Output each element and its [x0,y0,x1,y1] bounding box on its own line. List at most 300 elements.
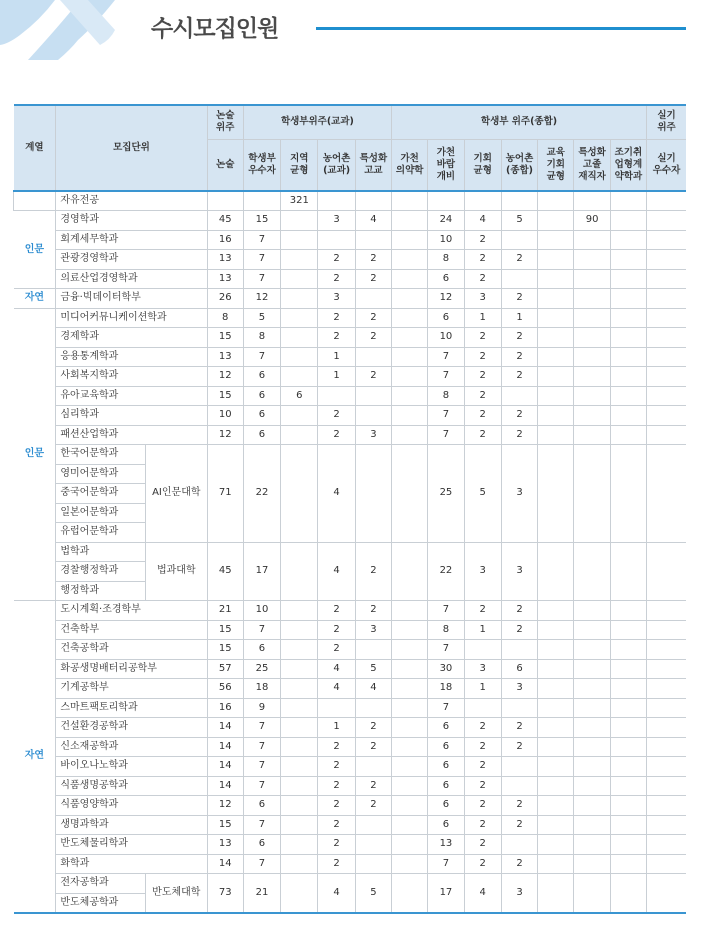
cell-gachon-wind: 18 [428,679,464,699]
cell-early-employment [610,542,646,601]
cell-regional [281,796,318,816]
cell-specialized-worker [574,445,610,543]
cell-opportunity: 4 [464,874,501,913]
cell-specialized: 2 [355,718,391,738]
cell-edu-opportunity [538,854,574,874]
cell-edu-opportunity [538,289,574,309]
cell-practical-excellent [647,308,686,328]
cell-gachon-wind: 10 [428,230,464,250]
cell-essay: 13 [207,347,243,367]
unit-name: 행정학과 [56,581,146,601]
cell-early-employment [610,230,646,250]
cell-early-employment [610,406,646,426]
cell-gachon-med [392,367,428,387]
cell-gachon-med [392,406,428,426]
subheader-essay: 논술 [207,139,243,191]
cell-practical-excellent [647,757,686,777]
cell-regional [281,737,318,757]
cell-essay: 21 [207,601,243,621]
cell-regional [281,679,318,699]
unit-name: 식품생명공학과 [56,776,207,796]
cell-essay: 14 [207,854,243,874]
cell-excellent: 7 [243,854,280,874]
cell-practical-excellent [647,640,686,660]
cell-regional [281,815,318,835]
cell-regional [281,776,318,796]
cell-gachon-wind: 7 [428,347,464,367]
cell-rural-comp: 2 [501,601,537,621]
unit-name: 화공생명배터리공학부 [56,659,207,679]
cell-gachon-wind: 7 [428,425,464,445]
cell-specialized-worker [574,367,610,387]
cell-practical-excellent [647,367,686,387]
cell-rural-comp [501,269,537,289]
cell-rural-comp [501,191,537,211]
cell-gachon-wind: 8 [428,250,464,270]
cell-excellent: 25 [243,659,280,679]
cell-rural-comp: 2 [501,796,537,816]
cell-edu-opportunity [538,640,574,660]
cell-early-employment [610,640,646,660]
cell-excellent [243,191,280,211]
cell-gachon-wind: 8 [428,620,464,640]
cell-regional [281,367,318,387]
header-comprehensive-group: 학생부 위주(종합) [392,105,647,139]
cell-gachon-wind: 7 [428,601,464,621]
cell-opportunity [464,640,501,660]
unit-name: 반도체공학과 [56,893,146,913]
cell-rural-comp [501,230,537,250]
cell-regional [281,406,318,426]
cell-rural-subject: 2 [318,854,355,874]
cell-edu-opportunity [538,679,574,699]
cell-gachon-med [392,289,428,309]
cell-opportunity: 3 [464,542,501,601]
table-row [14,328,687,348]
cell-essay: 71 [207,445,243,543]
cell-regional [281,289,318,309]
cell-practical-excellent [647,854,686,874]
cell-rural-subject: 4 [318,445,355,543]
cell-specialized-worker [574,308,610,328]
cell-essay: 26 [207,289,243,309]
cell-practical-excellent [647,679,686,699]
table-row [14,698,687,718]
cell-early-employment [610,679,646,699]
cell-opportunity: 3 [464,289,501,309]
cell-essay: 15 [207,640,243,660]
subheader-rural-subject: 농어촌 (교과) [318,139,355,191]
cell-edu-opportunity [538,815,574,835]
cell-excellent: 22 [243,445,280,543]
unit-name: 건설환경공학과 [56,718,207,738]
cell-edu-opportunity [538,757,574,777]
cell-gachon-med [392,308,428,328]
cell-gachon-med [392,679,428,699]
cell-specialized [355,757,391,777]
cell-early-employment [610,874,646,913]
cell-practical-excellent [647,737,686,757]
cell-opportunity: 2 [464,250,501,270]
subheader-excellent: 학생부 우수자 [243,139,280,191]
table-row [14,211,687,231]
cell-edu-opportunity [538,620,574,640]
cell-specialized: 4 [355,211,391,231]
college-name: AI인문대학 [146,445,208,543]
cell-rural-subject: 2 [318,269,355,289]
cell-edu-opportunity [538,367,574,387]
cell-practical-excellent [647,835,686,855]
cell-regional [281,718,318,738]
cell-practical-excellent [647,386,686,406]
cell-rural-subject: 1 [318,367,355,387]
cell-opportunity [464,698,501,718]
cell-practical-excellent [647,191,686,211]
cell-early-employment [610,815,646,835]
cell-rural-comp [501,386,537,406]
cell-gachon-wind: 7 [428,367,464,387]
cell-excellent: 15 [243,211,280,231]
cell-edu-opportunity [538,445,574,543]
cell-edu-opportunity [538,796,574,816]
cell-gachon-med [392,698,428,718]
table-row [14,776,687,796]
header-subject-group: 학생부위주(교과) [243,105,391,139]
cell-specialized-worker [574,406,610,426]
cell-specialized: 4 [355,679,391,699]
cell-rural-subject: 4 [318,679,355,699]
cell-rural-comp: 3 [501,445,537,543]
track-cell: 자연 [14,601,56,913]
cell-regional [281,698,318,718]
cell-rural-subject: 2 [318,835,355,855]
cell-opportunity: 3 [464,659,501,679]
cell-excellent: 7 [243,269,280,289]
cell-opportunity: 1 [464,620,501,640]
cell-gachon-med [392,640,428,660]
cell-early-employment [610,718,646,738]
cell-gachon-wind: 30 [428,659,464,679]
cell-essay: 12 [207,796,243,816]
cell-edu-opportunity [538,328,574,348]
table-row [14,269,687,289]
cell-essay: 73 [207,874,243,913]
unit-name: 바이오나노학과 [56,757,207,777]
cell-early-employment [610,191,646,211]
cell-regional: 6 [281,386,318,406]
cell-specialized-worker [574,757,610,777]
cell-gachon-wind: 7 [428,854,464,874]
cell-opportunity: 1 [464,679,501,699]
cell-practical-excellent [647,542,686,601]
cell-edu-opportunity [538,874,574,913]
cell-gachon-med [392,737,428,757]
cell-specialized-worker [574,289,610,309]
cell-rural-comp: 3 [501,874,537,913]
cell-edu-opportunity [538,347,574,367]
table-row [14,757,687,777]
table-row [14,425,687,445]
cell-regional [281,269,318,289]
table-row [14,874,687,894]
cell-specialized: 2 [355,796,391,816]
cell-gachon-wind: 12 [428,289,464,309]
cell-specialized-worker [574,737,610,757]
cell-specialized-worker [574,230,610,250]
cell-specialized-worker [574,679,610,699]
cell-edu-opportunity [538,659,574,679]
cell-practical-excellent [647,698,686,718]
cell-early-employment [610,289,646,309]
cell-essay: 15 [207,815,243,835]
cell-rural-comp: 2 [501,367,537,387]
cell-specialized-worker [574,347,610,367]
cell-opportunity: 2 [464,737,501,757]
cell-early-employment [610,601,646,621]
cell-specialized: 2 [355,328,391,348]
cell-edu-opportunity [538,601,574,621]
cell-opportunity: 5 [464,445,501,543]
cell-opportunity: 2 [464,757,501,777]
college-name: 반도체대학 [146,874,208,913]
cell-essay: 14 [207,718,243,738]
unit-name: 유아교육학과 [56,386,207,406]
cell-regional [281,308,318,328]
cell-opportunity: 2 [464,796,501,816]
cell-regional [281,874,318,913]
cell-gachon-med [392,269,428,289]
unit-name: 사회복지학과 [56,367,207,387]
cell-edu-opportunity [538,737,574,757]
cell-essay [207,191,243,211]
table-row [14,308,687,328]
cell-early-employment [610,347,646,367]
header-essay-group: 논술 위주 [207,105,243,139]
cell-essay: 14 [207,737,243,757]
cell-gachon-med [392,386,428,406]
cell-essay: 45 [207,542,243,601]
cell-rural-subject [318,698,355,718]
track-cell: 자연 [14,289,56,309]
cell-opportunity: 2 [464,406,501,426]
track-cell: 인문 [14,308,56,601]
cell-early-employment [610,796,646,816]
cell-regional [281,659,318,679]
cell-early-employment [610,328,646,348]
cell-rural-comp: 5 [501,211,537,231]
cell-specialized-worker [574,620,610,640]
cell-edu-opportunity [538,542,574,601]
cell-rural-comp: 6 [501,659,537,679]
cell-specialized [355,230,391,250]
table-row [14,796,687,816]
cell-specialized: 3 [355,425,391,445]
cell-practical-excellent [647,620,686,640]
table-row [14,542,687,562]
cell-excellent: 7 [243,718,280,738]
unit-name: 생명과학과 [56,815,207,835]
cell-essay: 16 [207,230,243,250]
cell-early-employment [610,269,646,289]
cell-gachon-wind: 6 [428,308,464,328]
cell-regional [281,620,318,640]
cell-rural-comp: 2 [501,425,537,445]
cell-essay: 8 [207,308,243,328]
table-row [14,406,687,426]
cell-early-employment [610,757,646,777]
header-practical-group: 실기 위주 [647,105,686,139]
cell-early-employment [610,367,646,387]
cell-specialized-worker [574,542,610,601]
cell-specialized-worker [574,328,610,348]
cell-rural-subject: 4 [318,659,355,679]
cell-regional [281,757,318,777]
subheader-rural-comp: 농어촌 (종합) [501,139,537,191]
unit-name: 중국어문학과 [56,484,146,504]
cell-gachon-wind [428,191,464,211]
cell-rural-subject: 2 [318,640,355,660]
college-name: 법과대학 [146,542,208,601]
cell-practical-excellent [647,776,686,796]
title-rule [316,27,686,30]
cell-opportunity: 2 [464,347,501,367]
cell-rural-subject: 2 [318,620,355,640]
cell-early-employment [610,308,646,328]
cell-opportunity: 2 [464,386,501,406]
cell-early-employment [610,835,646,855]
cell-edu-opportunity [538,191,574,211]
cell-specialized [355,406,391,426]
cell-gachon-med [392,445,428,543]
cell-early-employment [610,425,646,445]
cell-opportunity: 2 [464,854,501,874]
cell-specialized-worker [574,796,610,816]
cell-gachon-wind: 24 [428,211,464,231]
cell-essay: 13 [207,250,243,270]
cell-regional [281,328,318,348]
cell-gachon-med [392,211,428,231]
cell-specialized: 2 [355,601,391,621]
cell-opportunity: 2 [464,776,501,796]
unit-name: 의료산업경영학과 [56,269,207,289]
cell-excellent: 7 [243,737,280,757]
cell-gachon-med [392,874,428,913]
cell-specialized [355,854,391,874]
cell-practical-excellent [647,445,686,543]
cell-practical-excellent [647,406,686,426]
cell-gachon-med [392,659,428,679]
cell-essay: 45 [207,211,243,231]
unit-name: 스마트팩토리학과 [56,698,207,718]
cell-specialized-worker [574,386,610,406]
cell-practical-excellent [647,815,686,835]
cell-edu-opportunity [538,230,574,250]
cell-edu-opportunity [538,308,574,328]
cell-excellent: 7 [243,347,280,367]
cell-specialized: 2 [355,776,391,796]
unit-name: 영미어문학과 [56,464,146,484]
cell-early-employment [610,776,646,796]
cell-early-employment [610,211,646,231]
cell-practical-excellent [647,211,686,231]
cell-gachon-wind: 6 [428,815,464,835]
unit-name: 반도체물리학과 [56,835,207,855]
cell-regional [281,250,318,270]
cell-gachon-med [392,757,428,777]
cell-early-employment [610,698,646,718]
cell-specialized-worker [574,425,610,445]
cell-essay: 13 [207,269,243,289]
cell-gachon-med [392,620,428,640]
cell-specialized-worker [574,250,610,270]
cell-excellent: 9 [243,698,280,718]
table-row [14,386,687,406]
unit-name: 기계공학부 [56,679,207,699]
cell-practical-excellent [647,289,686,309]
cell-rural-subject [318,386,355,406]
cell-practical-excellent [647,718,686,738]
cell-regional: 321 [281,191,318,211]
unit-name: 일본어문학과 [56,503,146,523]
cell-specialized [355,347,391,367]
cell-early-employment [610,620,646,640]
cell-rural-subject: 4 [318,874,355,913]
cell-opportunity: 4 [464,211,501,231]
table-row [14,815,687,835]
cell-regional [281,230,318,250]
cell-practical-excellent [647,659,686,679]
cell-excellent: 6 [243,425,280,445]
cell-gachon-wind: 22 [428,542,464,601]
cell-specialized: 2 [355,250,391,270]
cell-gachon-wind: 7 [428,406,464,426]
cell-regional [281,854,318,874]
cell-regional [281,347,318,367]
cell-excellent: 6 [243,367,280,387]
cell-opportunity: 2 [464,230,501,250]
cell-rural-subject: 3 [318,211,355,231]
cell-rural-subject: 2 [318,776,355,796]
table-row [14,601,687,621]
cell-practical-excellent [647,328,686,348]
cell-essay: 13 [207,835,243,855]
cell-rural-subject: 2 [318,308,355,328]
cell-early-employment [610,737,646,757]
cell-rural-subject: 2 [318,796,355,816]
unit-name: 신소재공학과 [56,737,207,757]
cell-gachon-wind: 10 [428,328,464,348]
unit-name: 전자공학과 [56,874,146,894]
cell-specialized: 2 [355,269,391,289]
cell-rural-comp: 3 [501,679,537,699]
cell-early-employment [610,659,646,679]
cell-rural-subject: 1 [318,718,355,738]
cell-gachon-wind: 7 [428,640,464,660]
unit-name: 미디어커뮤니케이션학과 [56,308,207,328]
cell-specialized: 3 [355,620,391,640]
cell-specialized [355,191,391,211]
cell-gachon-med [392,796,428,816]
unit-name: 금융·빅데이터학부 [56,289,207,309]
cell-gachon-wind: 6 [428,757,464,777]
cell-rural-subject: 3 [318,289,355,309]
logo-decoration [0,0,130,60]
admission-table [13,104,686,914]
cell-opportunity: 2 [464,328,501,348]
cell-opportunity: 1 [464,308,501,328]
header-unit: 모집단위 [56,105,207,191]
table-row [14,230,687,250]
